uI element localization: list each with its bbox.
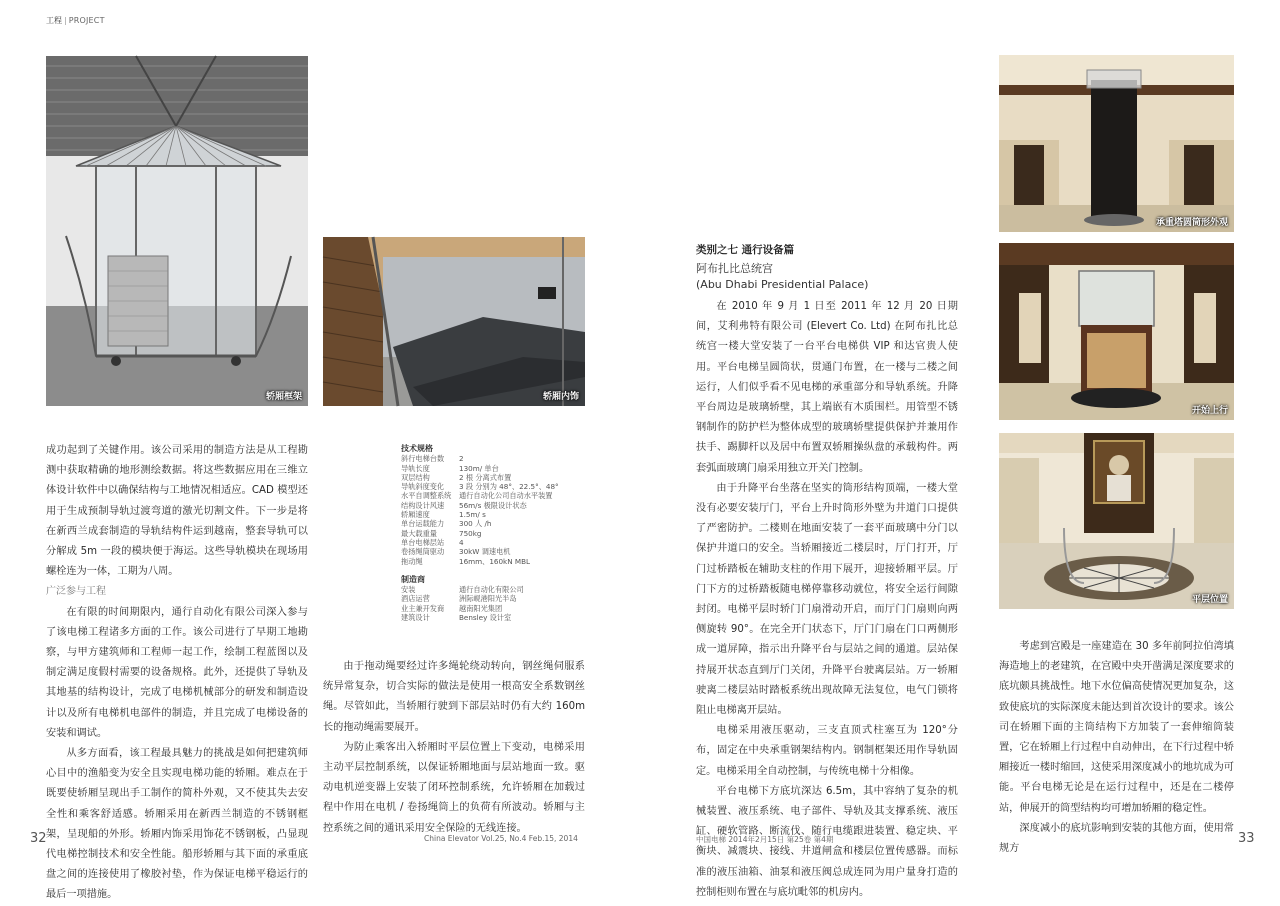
header-section-en: PROJECT bbox=[68, 16, 105, 25]
caption-cabin-interior: 轿厢内饰 bbox=[542, 392, 579, 402]
section-subtitle bbox=[696, 261, 868, 293]
photo-landing-position bbox=[999, 433, 1234, 609]
right-paragraph-4: 平台电梯下方底坑深达 6.5m，其中容纳了复杂的机械装置、液压系统、电子部件、导轨及其支撑系统、液压缸、硬软管路、断流伐、随行电缆跟进装置、稳定块、平衡块、减震块、接线、井道闸盒和楼层位置传感器。而标准的液压油箱、油泵和液压阀总成连同为用户量身打造的控制柜则布置在与底坑毗邻的机房内。 bbox=[696, 785, 958, 898]
running-header bbox=[46, 15, 105, 26]
left-column-text bbox=[46, 441, 308, 906]
right-column-text bbox=[696, 297, 958, 903]
footer-right: 中国电梯 2014年2月15日 第25卷 第4期 bbox=[696, 835, 834, 844]
tower-exterior-image bbox=[999, 55, 1234, 232]
photo-cabin-interior bbox=[323, 237, 585, 406]
landing-position-image bbox=[999, 433, 1234, 609]
spec-row: 建筑设计 Bensley 设计室 bbox=[401, 613, 512, 623]
spec-row: 导轨斜度变化 3 段 分别为 48°、22.5°、48° bbox=[401, 482, 559, 492]
subtitle-en: (Abu Dhabi Presidential Palace) bbox=[696, 278, 869, 291]
right-paragraph-3: 电梯采用液压驱动，三支直顶式柱塞互为 120°分布，固定在中央承重钢架结构内。钢制框架还用作导轨固定。电梯采用全自动控制，与传统电梯十分相像。 bbox=[696, 725, 958, 777]
spec-row: 卷扬绳筒驱动 30kW 调速电机 bbox=[401, 547, 511, 557]
spec-row: 单台运载能力 300 人 /h bbox=[401, 519, 492, 529]
manufacturer-title: 制造商 bbox=[401, 574, 425, 584]
right-paragraph-1: 在 2010 年 9 月 1 日至 2011 年 12 月 20 日期间，艾利弗特有限公司 (Elevert Co. Ltd) 在阿布扎比总统宫一楼大堂安装了一台平台电梯供 VIP 和达官贵人使用。平台电梯呈圆筒状，贯通门布置，在一楼与二楼之间运行，人们似乎看不见电梯的承重部分和导轨系统。升降平台周边是玻璃轿壁，其上端嵌有木质围栏。用管型不锈钢制作的防护栏为整体成型的玻璃轿壁提供保护并兼用作扶手、踢脚杆以及居中布置双轿厢操纵盘的承载构件。两套弧面玻璃门扇采用独立开关门控制。 bbox=[696, 301, 958, 474]
middle-paragraph-1: 由于拖动绳要经过许多绳轮绕动转向，钢丝绳伺服系统异常复杂，切合实际的做法是使用一根高安全系数钢丝绳。尽管如此，当轿厢行驶到下部层站时仍有大约 160m 长的拖动绳需要展开。 bbox=[323, 661, 585, 733]
middle-column-text bbox=[323, 657, 585, 839]
far-right-paragraph-1: 考虑到宫殿是一座建造在 30 多年前阿拉伯湾填海造地上的老建筑，在宫殿中央开凿满足深度要求的底坑颇具挑战性。地下水位偏高使情况更加复杂，这致使底坑的实际深度未能达到首次设计的要求。该公司在轿厢下面的主筒结构下方加装了一套伸缩筒装置，它在轿厢上行过程中自动伸出，在下行过程中轿厢接近一楼时缩回，这使采用深度减小的地坑成为可能。平台电梯无论是在运行过程中，还是在二楼停站，伸展开的筒型结构均可增加轿厢的稳定性。 bbox=[999, 641, 1234, 814]
far-right-column-text bbox=[999, 637, 1234, 859]
spec-row: 斜行电梯台数 2 bbox=[401, 454, 464, 464]
left-subheading: 广泛参与工程 bbox=[46, 586, 106, 598]
caption-landing-position: 平层位置 bbox=[1191, 595, 1228, 605]
spec-row: 导轨长度 130m/ 单台 bbox=[401, 463, 499, 473]
photo-lift-rising bbox=[999, 243, 1234, 420]
right-paragraph-2: 由于升降平台坐落在坚实的筒形结构顶端，一楼大堂没有必要安装厅门，平台上升时筒形外壁为井道门口提供了严密防护。二楼则在地面安装了一套平面玻璃中分门以保护井道口的安全。当轿厢接近二楼层时，厅门打开，厅门过桥踏板在辅助支柱的作用下展开，迎接轿厢平层。厅门下方的过桥踏板随电梯停靠移动就位，将安全运行间隙封闭。电梯平层时轿门门扇滑动开启，而厅门门扇则向两侧旋转 90°。在完全开门状态下，厅门门扇在门口两侧形成一道屏障，指示出升降平台与层站之间的通道。层站保持展开状态直到厅门关闭，升降平台驶离层站。万一轿厢驶离二楼层站时踏板系统出现故障无法复位，电气门锁将阻止电梯离开层站。 bbox=[696, 482, 958, 717]
page-number-left: 32 bbox=[30, 831, 47, 846]
spec-row: 业主兼开发商 越南阳光集团 bbox=[401, 603, 503, 613]
middle-paragraph-2: 为防止乘客出入轿厢时平层位置上下变动，电梯采用主动平层控制系统，以保证轿厢地面与层站地面一致。驱动电机逆变器上安装了闭环控制系统，允许轿厢在加载过程中作用在电机 / 卷扬绳筒上的负荷有所波动。轿厢与主控系统之间的通讯采用安全保险的无线连接。 bbox=[323, 741, 585, 834]
specs-title: 技术规格 bbox=[401, 444, 433, 453]
caption-cabin-frame: 轿厢框架 bbox=[265, 392, 302, 402]
page-number-right: 33 bbox=[1238, 831, 1255, 846]
spec-row: 最大载重量 750kg bbox=[401, 528, 482, 538]
cabin-interior-image bbox=[323, 237, 585, 406]
footer-left: China Elevator Vol.25, No.4 Feb.15, 2014 bbox=[424, 834, 578, 843]
spec-row: 安装 通行自动化有限公司 bbox=[401, 585, 524, 595]
spec-row: 酒店运营 洲际岘港阳光半岛 bbox=[401, 594, 517, 604]
spec-row: 拖动绳 16mm、160kN MBL bbox=[401, 556, 531, 566]
photo-cabin-frame bbox=[46, 56, 308, 406]
lift-rising-image bbox=[999, 243, 1234, 420]
section-title: 类别之七 通行设备篇 bbox=[696, 244, 795, 256]
cabin-frame-image bbox=[46, 56, 308, 406]
header-separator: | bbox=[64, 16, 67, 25]
technical-specs bbox=[401, 444, 601, 622]
spec-row: 双层结构 2 根 分离式布置 bbox=[401, 472, 512, 482]
spec-row: 水平自调整系统 通行自动化公司自动水平装置 bbox=[401, 491, 553, 501]
subtitle-cn: 阿布扎比总统宫 bbox=[696, 262, 773, 275]
left-paragraph-2: 在有限的时间期限内，通行自动化有限公司深入参与了该电梯工程诸多方面的工作。该公司进行了早期工地勘察，与甲方建筑师和工程师一起工作，绘制工程蓝图以及制定满足度假村需要的设备规格。此外，还提供了导轨及其地基的结构设计，完成了电梯机械部分的研发和制造设计以及所有电梯机电部件的制造，并且完成了电梯设备的安装和调试。 bbox=[46, 606, 308, 739]
photo-tower-exterior bbox=[999, 55, 1234, 232]
caption-tower-exterior: 承重塔圆筒形外观 bbox=[1155, 218, 1228, 228]
header-section-cn: 工程 bbox=[46, 16, 62, 25]
caption-lift-rising: 开始上行 bbox=[1191, 406, 1228, 416]
spec-row: 结构设计风速 56m/s 极限设计状态 bbox=[401, 500, 527, 510]
left-paragraph-1: 成功起到了关键作用。该公司采用的制造方法是从工程勘测中获取精确的地形测绘数据。将这些数据应用在三维立体设计软件中以确保结构与工地情况相适应。CAD 模型还用于生成预制导轨过渡弯道的激光切割文件。下一步是将在新西兰成套制造的导轨结构件运到越南，整套导轨可以分解成 5m 一段的模块便于海运。这些导轨模块在现场用螺栓连为一体，工期为八周。 bbox=[46, 445, 308, 578]
far-right-paragraph-2: 深度减小的底坑影响到安装的其他方面，使用常规方 bbox=[999, 822, 1234, 855]
left-paragraph-3: 从多方面看，该工程最具魅力的挑战是如何把建筑师心目中的渔船变为安全且实现电梯功能的轿厢。难点在于既要使轿厢呈现出手工制作的简朴外观，又不使其失去安全性和乘客舒适感。轿厢采用在新西兰制造的不锈钢框架，呈现船的外形。轿厢内饰采用饰花不锈钢板，凸显现代电梯控制技术和安全性能。船形轿厢与其下面的承重底盘之间的连接使用了橡胶衬垫，作为保证电梯平稳运行的最后一项措施。 bbox=[46, 748, 308, 901]
spec-row: 单台电梯层站 4 bbox=[401, 537, 464, 547]
spec-row: 轿厢速度 1.5m/ s bbox=[401, 510, 486, 520]
